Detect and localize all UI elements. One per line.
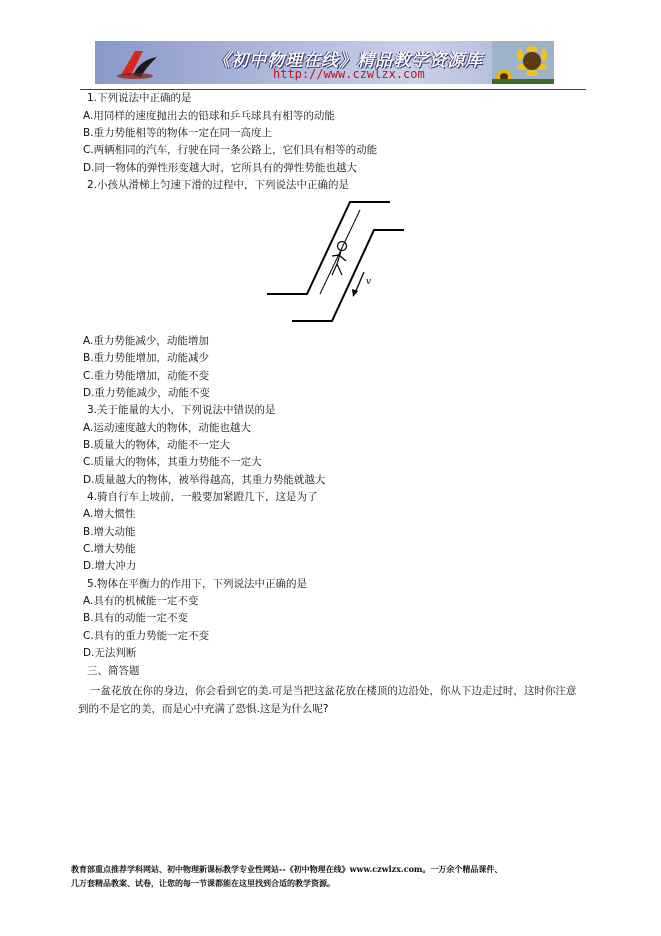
question-3-stem: 3.关于能量的大小，下列说法中错误的是 [87,404,276,416]
header-rule [80,89,586,90]
question-2-option-c: C.重力势能增加，动能不变 [83,370,210,382]
question-5-option-d: D.无法判断 [83,647,137,659]
question-5-option-c: C.具有的重力势能一定不变 [83,630,210,642]
question-3-option-c: C.质量大的物体，其重力势能不一定大 [83,456,262,468]
velocity-label: v [366,277,372,287]
banner-title: 《初中物理在线》精品教学资源库 [213,51,483,71]
footer-line-2: 几万套精品教案、试卷，让您的每一节课都能在这里找到合适的教学资源。 [71,878,335,888]
question-2-option-a: A.重力势能减少，动能增加 [83,335,209,347]
child-figure [332,242,347,276]
footer-line-1: 教育部重点推荐学科网站、初中物理新课标教学专业性网站--《初中物理在线》www.czwlzx.com。一万余个精品课件、 [71,864,503,874]
header-banner [95,41,554,84]
site-logo [113,45,163,81]
question-1-option-c: C.两辆相同的汽车，行驶在同一条公路上，它们具有相等的动能 [83,144,378,156]
question-3-option-a: A.运动速度越大的物体，动能也越大 [83,422,251,434]
question-4-option-d: D.增大冲力 [83,560,137,572]
question-3-option-b: B.质量大的物体，动能不一定大 [83,439,231,451]
question-1-stem: 1.下列说法中正确的是 [87,92,192,104]
section-heading: 三、简答题 [87,665,140,677]
question-5-option-a: A.具有的机械能一定不变 [83,595,199,607]
question-2-stem: 2.小孩从滑梯上匀速下滑的过程中，下列说法中正确的是 [87,179,350,191]
sunflower-image [492,41,554,84]
page-footer [71,862,607,890]
question-1-option-d: D.同一物体的弹性形变越大时，它所具有的弹性势能也越大 [83,162,357,174]
short-answer-paragraph: 一盆花放在你的身边，你会看到它的美.可是当把这盆花放在楼顶的边沿处，你从下边走过时，这时你注意到的不是它的美，而是心中充满了恐惧.这是为什么呢? [78,685,577,715]
question-4-option-a: A.增大惯性 [83,508,136,520]
question-4-option-b: B.增大动能 [83,526,136,538]
slide-figure [262,198,412,326]
question-2-option-d: D.重力势能减少，动能不变 [83,387,210,399]
question-5-stem: 5.物体在平衡力的作用下，下列说法中正确的是 [87,578,308,590]
question-3-option-d: D.质量越大的物体，被举得越高，其重力势能就越大 [83,474,326,486]
question-4-stem: 4.骑自行车上坡前，一般要加紧蹬几下，这是为了 [87,491,318,503]
question-1-option-a: A.用同样的速度抛出去的铅球和乒乓球具有相等的动能 [83,110,335,122]
banner-url[interactable]: http://www.czwlzx.com [273,67,425,81]
question-4-option-c: C.增大势能 [83,543,136,555]
question-1-option-b: B.重力势能相等的物体一定在同一高度上 [83,127,273,139]
question-5-option-b: B.具有的动能一定不变 [83,612,189,624]
question-2-option-b: B.重力势能增加，动能减少 [83,352,210,364]
